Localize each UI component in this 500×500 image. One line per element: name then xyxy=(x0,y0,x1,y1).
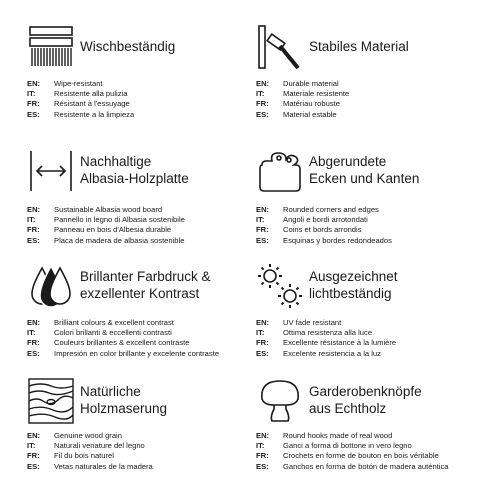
title-line: exzellenter Kontrast xyxy=(80,286,200,301)
translation-text: Vetas naturales de la madera xyxy=(54,461,153,471)
translation-text: Matériau robuste xyxy=(283,99,340,109)
feature-durable-material xyxy=(256,24,492,119)
language-code: FR: xyxy=(27,338,40,348)
translation-text: Resistente alla pulizia xyxy=(54,89,128,99)
translation-row xyxy=(27,441,263,451)
translation-row xyxy=(27,431,263,441)
language-code: IT: xyxy=(256,215,265,225)
translation-text: Résistant à l'essuyage xyxy=(54,99,130,109)
language-code: IT: xyxy=(256,328,265,338)
translation-text: Colori brillanti & eccellenti contrasti xyxy=(54,328,172,338)
feature-wood-grain xyxy=(27,377,263,471)
translation-text: Angoli e bordi arrotondati xyxy=(283,215,368,225)
translation-text: Material estable xyxy=(283,109,337,119)
translation-row xyxy=(256,338,492,348)
brush-icon xyxy=(27,24,75,72)
title-line: Ecken und Kanten xyxy=(309,171,420,186)
language-code: FR: xyxy=(256,225,269,235)
translation-row xyxy=(256,318,492,328)
title-line: Albasia-Holzplatte xyxy=(80,171,189,186)
translation-list xyxy=(27,79,263,120)
translation-text: Sustainable Albasia wood board xyxy=(54,205,163,214)
language-code: EN: xyxy=(27,431,41,440)
language-code: ES: xyxy=(27,109,40,119)
feature-title xyxy=(80,38,263,55)
feature-title xyxy=(309,383,492,417)
translation-text: Round hooks made of real wood xyxy=(283,431,393,440)
translation-text: Crochets en forme de bouton en bois véritable xyxy=(283,451,439,461)
language-code: IT: xyxy=(27,215,36,225)
translation-row xyxy=(27,236,263,246)
translation-list xyxy=(256,79,492,120)
translation-list xyxy=(256,318,492,359)
feature-title xyxy=(80,383,263,417)
translation-text: Esquinas y bordes redondeados xyxy=(283,235,392,245)
translation-row xyxy=(256,441,492,451)
language-code: FR: xyxy=(256,338,269,348)
translation-row xyxy=(27,349,263,359)
language-code: IT: xyxy=(27,89,36,99)
knob-icon xyxy=(256,377,304,425)
translation-text: Ganchos en forma de botón de madera auténtica xyxy=(283,461,449,471)
feature-title xyxy=(309,268,492,302)
language-code: ES: xyxy=(256,235,269,245)
feature-albasia-board xyxy=(27,147,263,245)
translation-row xyxy=(27,205,263,215)
language-code: ES: xyxy=(256,348,269,358)
ink-drops-icon xyxy=(27,262,75,310)
language-code: FR: xyxy=(256,451,269,461)
translation-list xyxy=(27,431,263,472)
language-code: ES: xyxy=(27,235,40,245)
translation-row xyxy=(256,99,492,109)
translation-row xyxy=(256,110,492,120)
translation-row xyxy=(256,205,492,215)
title-line: Nachhaltige xyxy=(80,154,152,169)
feature-wipe-resistant xyxy=(27,24,263,119)
translation-row xyxy=(256,225,492,235)
title-line: Ausgezeichnet xyxy=(309,269,398,284)
language-code: EN: xyxy=(256,79,270,88)
title-line: Natürliche xyxy=(80,384,141,399)
language-code: IT: xyxy=(256,89,265,99)
title-line: lichtbeständig xyxy=(309,286,392,301)
translation-text: UV fade resistant xyxy=(283,318,342,327)
translation-row xyxy=(256,451,492,461)
translation-text: Excelente resistencia a la luz xyxy=(283,348,381,358)
feature-rounded-corners xyxy=(256,147,492,245)
wood-grain-icon xyxy=(27,377,75,425)
translation-text: Coins et bords arrondis xyxy=(283,225,362,235)
language-code: FR: xyxy=(256,99,269,109)
translation-row xyxy=(27,338,263,348)
language-code: FR: xyxy=(27,99,40,109)
rounded-shape-icon xyxy=(256,147,304,195)
translation-row xyxy=(256,349,492,359)
title-line: Brillanter Farbdruck & xyxy=(80,269,211,284)
translation-row xyxy=(256,215,492,225)
translation-text: Brilliant colours & excellent contrast xyxy=(54,318,174,327)
translation-text: Placa de madera de albasia sostenible xyxy=(54,235,185,245)
feature-uv-resistant xyxy=(256,262,492,358)
translation-row xyxy=(256,236,492,246)
translation-row xyxy=(256,328,492,338)
translation-row xyxy=(256,89,492,99)
language-code: ES: xyxy=(256,109,269,119)
feature-title xyxy=(309,38,492,55)
translation-text: Naturali venature del legno xyxy=(54,441,145,451)
translation-list xyxy=(27,205,263,246)
feature-title xyxy=(80,153,263,187)
translation-text: Materiale resistente xyxy=(283,89,350,99)
language-code: EN: xyxy=(256,431,270,440)
translation-row xyxy=(27,79,263,89)
language-code: IT: xyxy=(27,328,36,338)
translation-row xyxy=(27,89,263,99)
language-code: FR: xyxy=(27,451,40,461)
language-code: IT: xyxy=(256,441,265,451)
title-line: Stabiles Material xyxy=(309,39,409,54)
translation-row xyxy=(27,462,263,472)
translation-row xyxy=(27,328,263,338)
translation-row xyxy=(27,215,263,225)
translation-row xyxy=(27,99,263,109)
translation-text: Excellente résistance à la lumière xyxy=(283,338,397,348)
translation-row xyxy=(27,110,263,120)
feature-brilliant-colours xyxy=(27,262,263,358)
translation-list xyxy=(256,431,492,472)
language-code: ES: xyxy=(27,348,40,358)
language-code: ES: xyxy=(256,461,269,471)
language-code: EN: xyxy=(27,318,41,327)
translation-text: Ottima resistenza alla luce xyxy=(283,328,373,338)
translation-text: Genuine wood grain xyxy=(54,431,122,440)
translation-row xyxy=(256,431,492,441)
title-line: Wischbeständig xyxy=(80,39,176,54)
language-code: EN: xyxy=(256,318,270,327)
translation-text: Fil du bois naturel xyxy=(54,451,114,461)
language-code: FR: xyxy=(27,225,40,235)
translation-row xyxy=(27,318,263,328)
translation-text: Impresión en color brillante y excelente contraste xyxy=(54,348,220,358)
language-code: ES: xyxy=(27,461,40,471)
language-code: EN: xyxy=(27,205,41,214)
translation-row xyxy=(27,225,263,235)
language-code: EN: xyxy=(256,205,270,214)
sun-gears-icon xyxy=(256,262,304,310)
translation-row xyxy=(256,462,492,472)
translation-text: Pannello in legno di Albasia sostenibile xyxy=(54,215,185,225)
translation-text: Wipe-resistant xyxy=(54,79,103,88)
language-code: IT: xyxy=(27,441,36,451)
translation-list xyxy=(256,205,492,246)
translation-text: Panneau en bois d'Albesia durable xyxy=(54,225,172,235)
language-code: EN: xyxy=(27,79,41,88)
translation-text: Rounded corners and edges xyxy=(283,205,379,214)
translation-row xyxy=(27,451,263,461)
translation-text: Durable material xyxy=(283,79,339,88)
feature-wooden-knobs xyxy=(256,377,492,471)
title-line: Abgerundete xyxy=(309,154,387,169)
translation-row xyxy=(256,79,492,89)
title-line: Holzmaserung xyxy=(80,401,168,416)
hammer-icon xyxy=(256,24,304,72)
translation-list xyxy=(27,318,263,359)
feature-title xyxy=(80,268,263,302)
title-line: Garderobenknöpfe xyxy=(309,384,422,399)
title-line: aus Echtholz xyxy=(309,401,387,416)
translation-text: Couleurs brillantes & excellent contraste xyxy=(54,338,190,348)
translation-text: Ganci a forma di bottone in vero legno xyxy=(283,441,412,451)
feature-title xyxy=(309,153,492,187)
thickness-arrow-icon xyxy=(27,147,75,195)
translation-text: Resistente a la limpieza xyxy=(54,109,135,119)
